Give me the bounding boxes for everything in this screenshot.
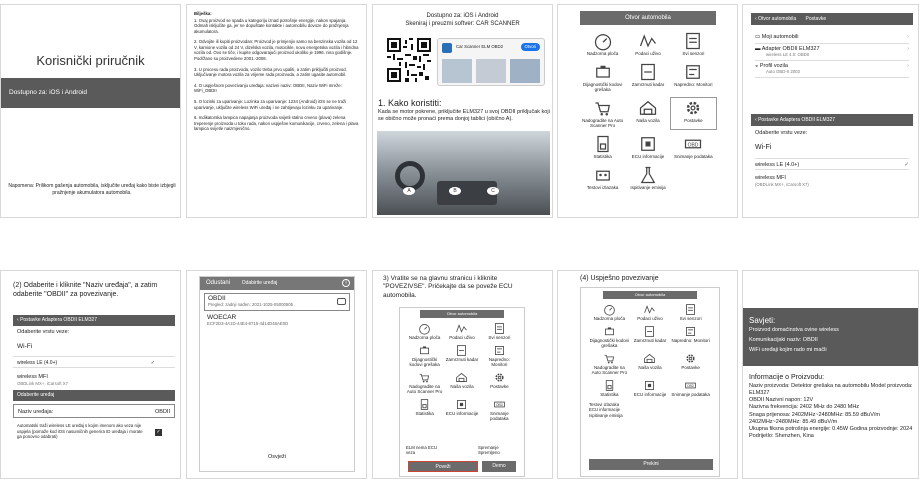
- garage-icon: [638, 98, 658, 118]
- connected-panel: [557, 270, 738, 479]
- app-tile-label: Nadogradite na Auto Scanner Pro: [582, 117, 624, 128]
- freeze-icon: [643, 325, 656, 338]
- app-tile[interactable]: [670, 352, 711, 376]
- gauge-icon: [593, 31, 613, 51]
- tips-title: Savjeti:: [749, 316, 776, 325]
- app-tile[interactable]: [625, 31, 670, 57]
- svg-text:OBD: OBD: [687, 383, 695, 388]
- store-app-title: Car Scanner ELM OBD2: [456, 44, 504, 49]
- app-tile-label: Nadzorna ploča: [593, 316, 626, 321]
- device-picker-frame: [199, 276, 355, 472]
- app-tile[interactable]: [671, 31, 716, 57]
- device-row-obdii[interactable]: [204, 293, 350, 311]
- note-5: 5. O lozinki za uparivanje: Lozinka za uparivanje: 1234 (Android) iOS se ne traži uparivanje, uključite wireless WiFi uređaj i ne zahtijevaju lozinku za uparivanje.: [194, 98, 347, 110]
- chevron-right-icon: ›: [907, 46, 909, 52]
- app-tile-label: Podaci uživo: [635, 51, 661, 56]
- list-icon: [493, 322, 506, 335]
- mfi-option[interactable]: wireless MFI: [17, 374, 48, 380]
- app-tile[interactable]: [625, 134, 670, 160]
- freeze-icon: [455, 344, 468, 357]
- my-cars-label: Moji automobili: [761, 34, 799, 40]
- checkmark-icon: ✓: [150, 360, 155, 366]
- list-icon: [684, 303, 697, 316]
- app-tile-label: Zamrznuti kadar: [631, 81, 665, 87]
- tip-line: Proizvod domaćinstva ovine wireless: [749, 327, 839, 333]
- app-tile[interactable]: [670, 325, 711, 349]
- app-tile-label: Svi senzori: [488, 335, 511, 340]
- app-tile[interactable]: [670, 303, 711, 322]
- nav-title: Postavke: [805, 16, 827, 22]
- app-tile[interactable]: [589, 325, 630, 349]
- info-line: Nazivna frekvencija: 2402 MHz do 2480 MHz: [749, 404, 860, 411]
- app-tile[interactable]: [406, 322, 443, 341]
- step4-title: (4) Uspješno povezivanje: [580, 275, 659, 282]
- app-tile-label: Snimanje podataka: [674, 153, 713, 159]
- app-tile[interactable]: [443, 344, 480, 368]
- app-tile[interactable]: [580, 98, 625, 129]
- info-line: Naziv proizvoda: Detektor grešaka na automobilu Model proizvoda: ELM327: [749, 383, 913, 397]
- app-tile[interactable]: [589, 303, 630, 322]
- mini-app-header-text: Otvor automobila: [446, 311, 478, 316]
- app-tile-label: Snimanje podataka: [489, 410, 509, 421]
- notes-panel: [186, 4, 367, 218]
- device-icon: [337, 298, 346, 305]
- app-tile-label: Nadzorna ploča: [408, 335, 441, 340]
- back-chevron-icon[interactable]: ‹: [17, 317, 21, 323]
- app-tile[interactable]: [625, 62, 670, 93]
- ecu-status-left: ELM nema ECU veza: [406, 444, 438, 456]
- ecu-icon: [455, 398, 468, 411]
- adapter-settings-title: Postavke Adaptera OBDII ELM327: [758, 117, 836, 123]
- app-tile[interactable]: [671, 134, 716, 160]
- info-block: [749, 374, 914, 440]
- connect-button[interactable]: Poveži: [408, 461, 478, 472]
- vehicle-profile-label: Profil vozila: [759, 63, 788, 69]
- disconnect-button[interactable]: Prekini: [589, 459, 713, 470]
- app-tile-label: Postavke: [684, 117, 703, 123]
- status-line: Testovi izlazaka: [589, 401, 620, 407]
- adapter-icon: ▬: [755, 46, 762, 52]
- app-tile-label: ECU informacije: [445, 410, 479, 416]
- cart-icon: [593, 98, 613, 118]
- app-tile[interactable]: [406, 344, 443, 368]
- mini-app-frame: [399, 307, 525, 477]
- app-home-grid: [580, 31, 716, 191]
- app-tile[interactable]: [671, 98, 716, 129]
- mfi-sub: (OBDLink MX+, iCarsoft X7): [755, 182, 809, 187]
- info-line: OBDII Nazivni napon: 12V: [749, 397, 814, 404]
- app-tile-label: Nadzorna ploča: [586, 51, 619, 56]
- store-open-button[interactable]: Otvori: [521, 43, 540, 51]
- freeze-icon: [638, 62, 658, 82]
- app-tile[interactable]: [625, 165, 670, 191]
- adapter-row[interactable]: [755, 44, 909, 61]
- list-icon: [683, 31, 703, 51]
- tip-line: WiFi uređaji kojim rado mi mačli: [749, 347, 827, 354]
- obd-icon: [683, 134, 703, 154]
- monitor-icon: [683, 62, 703, 82]
- app-tile-label: Naša vozila: [450, 383, 474, 389]
- back-chevron-icon[interactable]: ‹: [755, 16, 757, 22]
- app-logo: [442, 43, 452, 53]
- how-to-heading: 1. Kako koristiti:: [378, 98, 442, 108]
- device-sub: Pregled: zadnji nađen: 2021-1025-05000505: [208, 302, 294, 307]
- manual-title: Korisnički priručnik: [36, 53, 145, 68]
- info-line: Podrijetlo: Shenzhen, Kina: [749, 432, 814, 439]
- ble-label: wireless LE (4.0+): [17, 360, 58, 366]
- screenshot-thumb: [442, 59, 472, 83]
- mfi-option[interactable]: wireless MFI: [755, 175, 786, 181]
- app-tile[interactable]: [481, 398, 518, 422]
- cart-icon: [603, 352, 616, 365]
- garage-icon: [643, 352, 656, 365]
- mini-app-frame: [580, 287, 720, 477]
- car-profile-icon: ◒: [755, 63, 760, 69]
- test-icon: [593, 165, 613, 185]
- stats-icon: [593, 134, 613, 154]
- how-to-body: Kada se motor pokrene, priključite ELM327 u svoj OBDII priključak koji se obično može pronaći prema donjoj tablici (obično A).: [378, 109, 550, 123]
- download-line-2: Skeniraj i preuzmi softver: CAR SCANNER: [405, 21, 520, 27]
- obd-icon: [684, 379, 697, 392]
- gauge-icon: [603, 303, 616, 316]
- app-home-header-text: Otvor automobila: [625, 15, 671, 21]
- app-tile-label: Statistika: [415, 410, 434, 416]
- availability-text: Dostupno za: iOS i Android: [9, 89, 88, 96]
- nav-back-label[interactable]: Otvor automobila: [758, 16, 797, 22]
- stats-icon: [603, 379, 616, 392]
- app-tile-label: Podaci uživo: [449, 335, 475, 340]
- app-tile[interactable]: [630, 352, 671, 376]
- chevron-right-icon: ›: [907, 34, 909, 40]
- settings-panel: [742, 4, 919, 218]
- app-tile[interactable]: [580, 134, 625, 160]
- app-tile[interactable]: [589, 379, 630, 398]
- engine-icon: [418, 344, 431, 357]
- app-tile-label: Dijagnostički kodovi grešaka: [589, 337, 630, 348]
- status-line: ECU informacije: [589, 407, 621, 413]
- app-tile[interactable]: [580, 165, 625, 191]
- app-tile[interactable]: [406, 398, 443, 422]
- device-row-woecar[interactable]: [204, 313, 350, 331]
- app-tile-label: Napredno: Monitori: [674, 81, 713, 87]
- monitor-icon: [493, 344, 506, 357]
- device-picker-panel: [186, 270, 367, 479]
- app-tile-label: Svi senzori: [679, 316, 702, 321]
- app-tile-label: Napredno: Monitori: [671, 337, 710, 343]
- garage-icon: [455, 371, 468, 384]
- app-tile[interactable]: [481, 371, 518, 395]
- gear-icon: [683, 98, 703, 118]
- app-tile-label: Podaci uživo: [637, 316, 663, 321]
- app-home-panel: [557, 4, 738, 218]
- wifi-option[interactable]: Wi-Fi: [17, 343, 33, 350]
- app-tile[interactable]: [481, 344, 518, 368]
- app-tile-label: Nadogradite na Auto Scanner Pro: [406, 383, 443, 394]
- back-chevron-icon[interactable]: ‹: [755, 117, 759, 123]
- ble-option[interactable]: [755, 158, 909, 170]
- app-tile-label: Zamrznuti kadar: [445, 356, 479, 362]
- adapter-label: Adapter OBDII ELM327: [761, 46, 820, 52]
- mfi-sub: OBDLink MX+, iCarsoft X7: [17, 381, 68, 386]
- app-store-card: [437, 38, 545, 86]
- app-tile-label: Snimanje podataka: [671, 391, 710, 397]
- app-tile-label: Napredno: Monitori: [488, 356, 510, 367]
- wave-icon: [455, 322, 468, 335]
- note-3: 3. U procesu rada proizvoda, vozilo treba prvo upaliti, a zatim priključiti proizvod. Uključivanje motora vozila za vrijeme rada proizvoda, a zatim ugasite automobil.: [194, 66, 347, 78]
- battery-note: Napomena: Prilikom gašenja automobila, isključite uređaj kako biste izbjegli pražnjenje akumulatora automobila.: [8, 183, 176, 196]
- engine-icon: [603, 325, 616, 338]
- settings-list: [755, 31, 909, 78]
- app-tile-label: Postavke: [681, 364, 700, 370]
- cover-panel: [0, 4, 181, 218]
- availability-banner: [1, 78, 180, 108]
- info-line: Ukupna fiksna potrošnja energije: 0.45W Godina proizvodnje: 2024: [749, 425, 913, 432]
- mini-app-header: [420, 310, 504, 318]
- my-cars-row[interactable]: [755, 31, 909, 44]
- app-tile-label: Testovi izlazaka: [586, 184, 619, 190]
- note-2: 2. Odvojite ili kupiti proizvodan: Proizvod je primjenjiv samo na benzinska vozila od 12 V, kamione vozila od 24 V, dizelska vozila, motocikle, novu energetska vozila i hibridna vozila od. Ovo se tiče, i kupite odgovarajući proizvod ukoliko je 1996. niso godišnje. Podržano su proizvedene 2001.-2008.: [194, 39, 359, 62]
- wave-icon: [643, 303, 656, 316]
- device-select-bar: [13, 390, 175, 401]
- device-sub: ECF2D3-4A1D-44E4-8715-4d14D46AE0D: [207, 321, 289, 326]
- status-line: Ispitivanje emisija: [589, 412, 623, 418]
- stats-icon: [418, 398, 431, 411]
- vehicle-profile-sub: Auto OBD-II 2003: [766, 69, 800, 74]
- mini-app-grid: [406, 322, 518, 422]
- mini-app-grid: [589, 303, 711, 398]
- refresh-button[interactable]: Osvježi: [267, 453, 287, 460]
- vehicle-profile-row[interactable]: [755, 61, 909, 78]
- chevron-right-icon: ›: [907, 63, 909, 69]
- device-name-row[interactable]: [13, 404, 175, 418]
- app-tile[interactable]: [670, 379, 711, 398]
- step2-title: (2) Odaberite i kliknite "Naziv uređaja", a zatim odaberite "OBDII" za povezivanje.: [13, 282, 158, 299]
- obd-icon: [493, 398, 506, 411]
- connect-panel: [372, 270, 553, 479]
- note-4: 4. O uspješnom povezivanju uređaja: nazivni naziv: OBDII, Naziv WiFi mreže: WiFi_OBDII: [194, 82, 342, 94]
- picker-title: Odabirite uređaj: [241, 280, 278, 286]
- gauge-icon: [418, 322, 431, 335]
- adapter-settings-bar: [751, 114, 913, 126]
- adapter-settings-title: Postavke Adaptera OBDII ELM327: [20, 317, 98, 323]
- app-tile[interactable]: [443, 322, 480, 341]
- svg-text:OBD: OBD: [687, 142, 699, 149]
- connection-type-label: Odaberite vrstu veze:: [755, 130, 808, 136]
- gear-icon: [493, 371, 506, 384]
- app-tile-label: Svi senzori: [682, 51, 705, 56]
- device-name-value: OBDII: [155, 409, 170, 415]
- device-name-panel: [0, 270, 181, 479]
- app-tile[interactable]: [443, 398, 480, 422]
- app-tile[interactable]: [671, 62, 716, 93]
- download-panel: [372, 4, 553, 218]
- car-interior-photo: A B C: [377, 131, 550, 215]
- ble-label: wireless LE (4.0+): [755, 162, 800, 168]
- notes-heading: Bilješka:: [194, 11, 212, 16]
- ecu-icon: [638, 134, 658, 154]
- app-tile[interactable]: [630, 325, 671, 349]
- gear-icon: [684, 352, 697, 365]
- info-title: Informacije o Proizvodu:: [749, 374, 825, 381]
- engine-icon: [593, 62, 613, 82]
- app-home-header: [580, 11, 716, 25]
- info-line: Snaga prijenosa: 2402MHz~2480MHz: 85.59 dBuV/m 2402MHz~2480MHz: 85.49 dBuV/m: [749, 411, 881, 425]
- ecu-icon: [643, 379, 656, 392]
- app-tile-label: Statistika: [600, 391, 619, 397]
- device-select-label: Odaberite uređaj: [17, 392, 55, 398]
- app-tile-label: Dijagnostički kodovi grešaka: [582, 81, 623, 92]
- status-lines: [589, 402, 711, 419]
- wave-icon: [638, 31, 658, 51]
- connection-type-label: Odaberite vrstu veze:: [17, 329, 70, 335]
- app-tile-label: ECU informacije: [631, 153, 665, 159]
- tips-box: [743, 308, 918, 366]
- app-tile-label: Ispitivanje emisija: [630, 184, 666, 190]
- settings-nav-bar: [751, 13, 913, 25]
- picker-header: [200, 277, 354, 290]
- app-tile-label: ECU informacije: [633, 391, 667, 397]
- qr-code-icon: [387, 38, 431, 82]
- adapter-sub: wireless LE 4.0: OBDII: [766, 52, 810, 57]
- app-tile[interactable]: [625, 98, 670, 129]
- screenshot-thumb: [510, 59, 540, 83]
- mini-app-header-text: Otvor automobila: [634, 292, 666, 297]
- device-name: WOECAR: [207, 314, 237, 321]
- mini-app-header: [603, 291, 697, 299]
- note-1: 1. Ovaj proizvod se spada u kategoriju iznad potrošnje energije, nakon spajanja. Odmah isključite ga, jer ne dopuštate kontakte i automobilu dovoze do pražnjenja akumulatora.: [194, 17, 349, 34]
- checkmark-icon: ✓: [904, 162, 909, 168]
- app-tile-label: Statistika: [593, 153, 612, 159]
- app-tile-label: Dijagnostički kodovi grešaka: [409, 356, 440, 367]
- app-tile[interactable]: [443, 371, 480, 395]
- car-icon: ▭: [755, 34, 762, 40]
- demo-button[interactable]: Demo: [482, 461, 516, 472]
- ble-option[interactable]: [13, 356, 175, 368]
- app-tile-label: Zamrznuti kadar: [633, 337, 667, 343]
- adapter-settings-bar: [13, 315, 175, 326]
- save-status-right: Spremanje Spremljeno: [478, 444, 500, 456]
- device-name-label: Naziv uređaja:: [18, 409, 54, 415]
- auto-search-text: Automatski traži wireless LE uređaj s kojim imenom ako veza nije uspjela (pomaže kod iOS nasumičnih generira ID uređaja i morate ga ponovno odabrati): [17, 423, 143, 440]
- cancel-button[interactable]: Odustani: [206, 280, 231, 286]
- app-tile[interactable]: [589, 352, 630, 376]
- app-tile[interactable]: [406, 371, 443, 395]
- monitor-icon: [684, 325, 697, 338]
- svg-text:OBD: OBD: [495, 402, 503, 407]
- app-tile-label: Nadogradite na Auto Scanner Pro: [591, 364, 628, 375]
- flask-icon: [638, 165, 658, 185]
- step3-title: 3) Vratite se na glavnu stranicu i kliknite "POVEZIVSE". Pričekajte da se poveže ECU automobila.: [383, 275, 513, 299]
- app-tile-label: Postavke: [490, 383, 509, 389]
- app-tile-label: Naša vozila: [638, 364, 662, 370]
- download-line-1: Dostupno za: iOS i Android: [426, 13, 499, 19]
- app-tile[interactable]: [630, 379, 671, 398]
- app-tile-label: Naša vozila: [636, 117, 660, 123]
- app-tile[interactable]: [580, 31, 625, 57]
- info-icon[interactable]: i: [342, 279, 350, 287]
- app-tile[interactable]: [630, 303, 671, 322]
- device-name: OBDII: [208, 295, 226, 302]
- screenshot-thumb: [476, 59, 506, 83]
- note-6: 6. Indikatorska lampica napajanja proizvoda svijetli stalno crveno (plava) zelena treperenje proizvoda u toku rada, nakon uspješne komunikacije, crveno, zelena i plava lampica svijetle naizmjenično.: [194, 115, 359, 132]
- wifi-option[interactable]: Wi-Fi: [755, 144, 772, 151]
- app-tile[interactable]: [580, 62, 625, 93]
- cart-icon: [418, 371, 431, 384]
- tip-line: Komunikacijski naziv: OBDII: [749, 337, 818, 344]
- app-tile[interactable]: [481, 322, 518, 341]
- product-info-panel: [742, 270, 919, 479]
- auto-search-checkbox[interactable]: ✓: [156, 429, 161, 435]
